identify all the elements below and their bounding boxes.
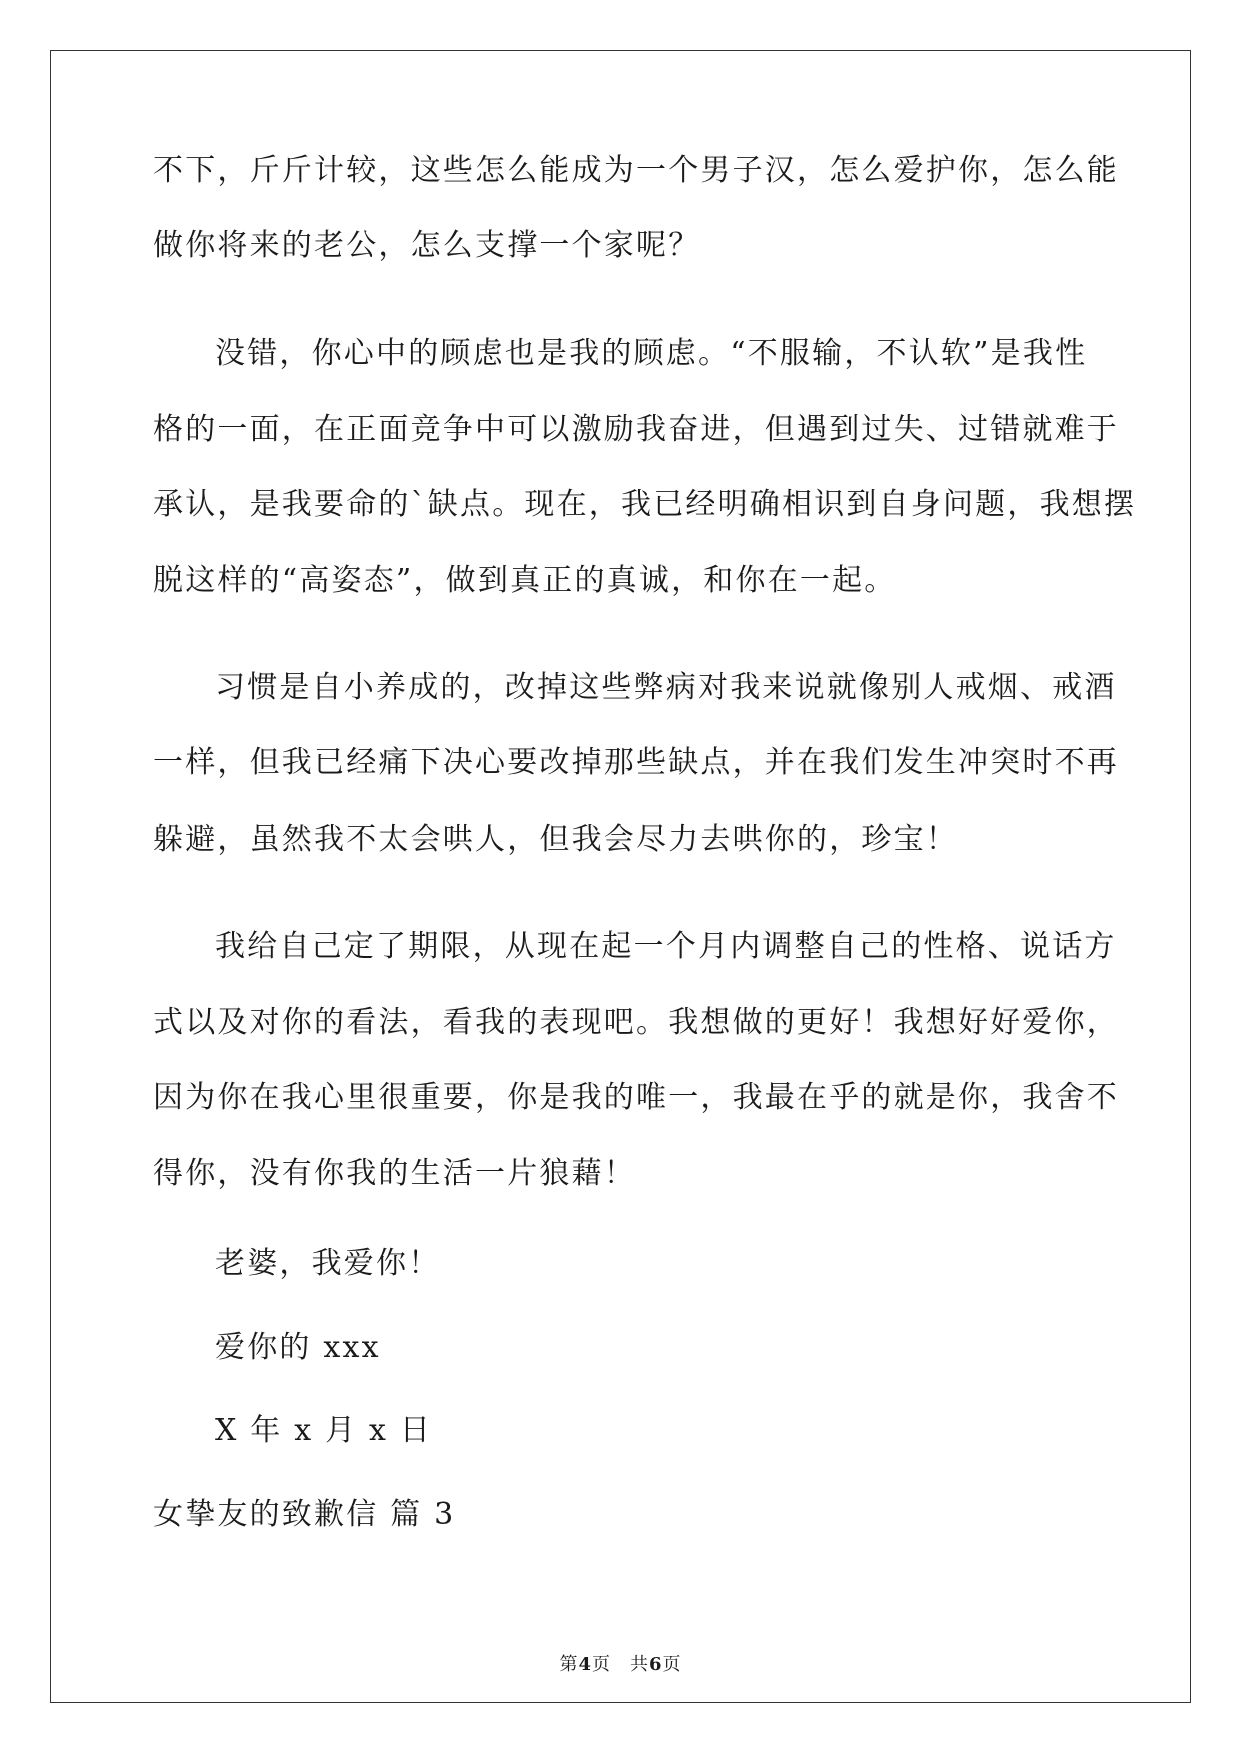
- footer-middle: 页 共: [592, 1654, 649, 1675]
- text-line: 不下，斤斤计较，这些怎么能成为一个男子汉，怎么爱护你，怎么能: [153, 153, 1119, 188]
- text-line: 一样，但我已经痛下决心要改掉那些缺点，并在我们发生冲突时不再: [153, 745, 1119, 780]
- text-line: 脱这样的“高姿态”，做到真正的真诚，和你在一起。: [153, 563, 897, 598]
- footer-prefix: 第: [559, 1654, 579, 1675]
- closing-line: 老婆，我爱你！: [215, 1246, 441, 1281]
- text-line: 式以及对你的看法，看我的表现吧。我想做的更好！我想好好爱你，: [153, 1005, 1119, 1040]
- section-heading: 女挚友的致歉信 篇 3: [153, 1497, 456, 1532]
- footer-total-pages: 6: [649, 1654, 663, 1675]
- signature-line: 爱你的 xxx: [215, 1330, 381, 1365]
- text-line: 得你，没有你我的生活一片狼藉！: [153, 1156, 636, 1191]
- text-line: 格的一面，在正面竞争中可以激励我奋进，但遇到过失、过错就难于: [153, 412, 1119, 447]
- text-line: 因为你在我心里很重要，你是我的唯一，我最在乎的就是你，我舍不: [153, 1080, 1119, 1115]
- text-line: 承认，是我要命的`缺点。现在，我已经明确相识到自身问题，我想摆: [153, 487, 1137, 522]
- footer-page-number: 4: [578, 1654, 592, 1675]
- text-line: 做你将来的老公，怎么支撑一个家呢？: [153, 228, 701, 263]
- footer-suffix: 页: [662, 1654, 682, 1675]
- text-line: 躲避，虽然我不太会哄人，但我会尽力去哄你的，珍宝！: [153, 822, 958, 857]
- date-line: X 年 x 月 x 日: [215, 1413, 433, 1448]
- page-frame: [50, 50, 1191, 1703]
- paragraph-start: 我给自己定了期限，从现在起一个月内调整自己的性格、说话方: [215, 929, 1117, 964]
- paragraph-start: 习惯是自小养成的，改掉这些弊病对我来说就像别人戒烟、戒酒: [215, 670, 1117, 705]
- paragraph-start: 没错，你心中的顾虑也是我的顾虑。“不服输，不认软”是我性: [215, 336, 1088, 371]
- page-footer: [0, 1650, 1241, 1676]
